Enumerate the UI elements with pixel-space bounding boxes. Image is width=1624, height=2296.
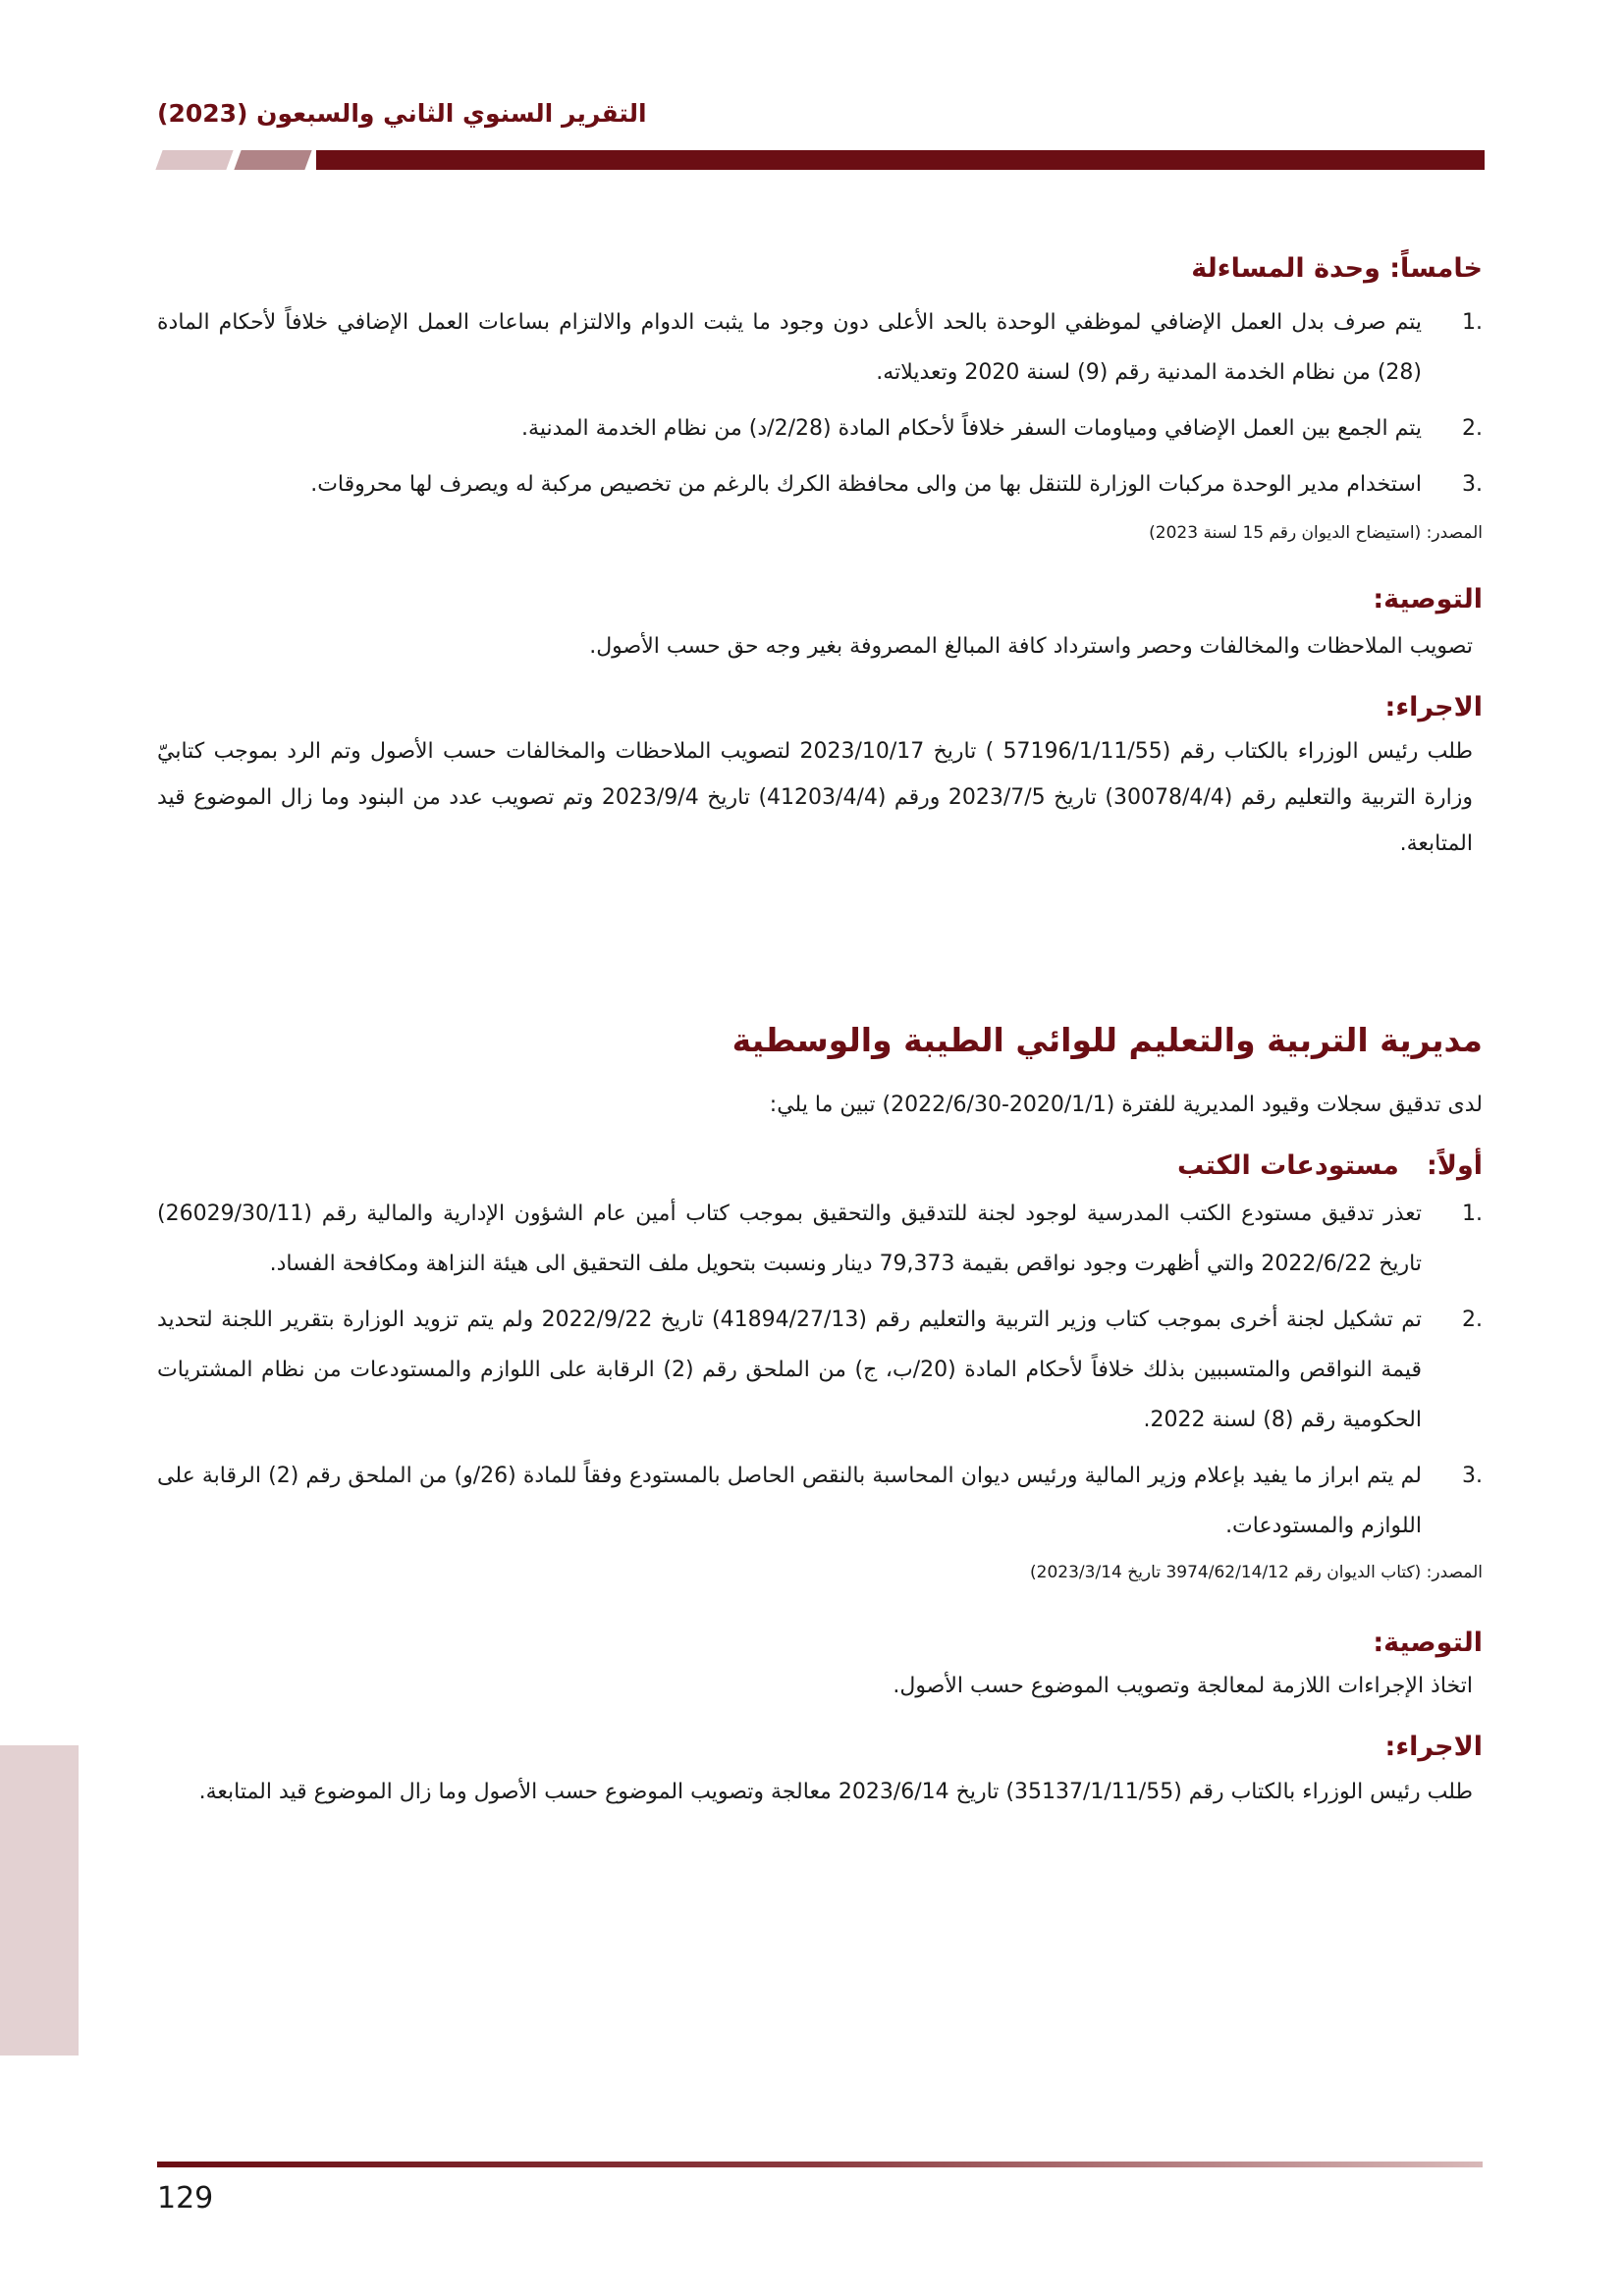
- page-number: 129: [157, 2181, 214, 2216]
- item-text: تم تشكيل لجنة أخرى بموجب كتاب وزير التربية والتعليم رقم (41894/27/13) تاريخ 2022/9/22 ولم يتم تزويد الوزارة بتقرير اللجنة لتحديد قيمة النواقص والمتسببين بذلك خلافاً لأحكام المادة (20/ب، ج) من الملحق رقم (2) الرقابة على اللوازم والمستودعات من نظام المشتريات الحكومية رقم (8) لسنة 2022.: [157, 1308, 1423, 1432]
- recommendation-label: التوصية:: [1373, 1628, 1483, 1658]
- item-text: يتم الجمع بين العمل الإضافي ومياومات السفر خلافاً لأحكام المادة (2/28/د) من نظام الخدمة المدنية.: [521, 416, 1422, 441]
- item-number: .1: [1462, 310, 1483, 335]
- item-number: .2: [1462, 416, 1483, 441]
- recommendation-label: التوصية:: [1373, 584, 1483, 614]
- item-number: .3: [1462, 1464, 1483, 1488]
- header-bar-dark: [316, 150, 1485, 170]
- list-item: [157, 459, 1483, 509]
- directorate-intro: لدى تدقيق سجلات وقيود المديرية للفترة (2020/1/1-2022/6/30) تبين ما يلي:: [769, 1093, 1483, 1117]
- list-item: [157, 1295, 1483, 1445]
- section-heading: خامساً: وحدة المساءلة: [1191, 253, 1483, 284]
- item-number: .3: [1462, 472, 1483, 497]
- report-title: التقرير السنوي الثاني والسبعون (2023): [157, 99, 647, 128]
- findings-list: [157, 1189, 1483, 1551]
- side-tab-marker: [0, 1745, 79, 2056]
- recommendation-text: اتخاذ الإجراءات اللازمة لمعالجة وتصويب الموضوع حسب الأصول.: [893, 1674, 1473, 1698]
- item-text: تعذر تدقيق مستودع الكتب المدرسية لوجود لجنة للتدقيق والتحقيق بموجب كتاب أمين عام الشؤون الإدارية والمالية رقم (26029/30/11) تاريخ 2022/6/22 والتي أظهرت وجود نواقص بقيمة 79,373 دينار ونسبت بتحويل ملف التحقيق الى هيئة النزاهة ومكافحة الفساد.: [157, 1201, 1422, 1276]
- header-bar-light: [155, 150, 233, 170]
- source-note: المصدر: (كتاب الديوان رقم 3974/62/14/12 تاريخ 2023/3/14): [1030, 1563, 1483, 1582]
- list-item: [157, 1189, 1483, 1289]
- action-label: الاجراء:: [1384, 1732, 1483, 1762]
- section-accountability-unit: [157, 253, 1483, 867]
- directorate-heading: مديرية التربية والتعليم للوائي الطيبة والوسطية: [731, 1021, 1483, 1059]
- item-text: لم يتم ابراز ما يفيد بإعلام وزير المالية ورئيس ديوان المحاسبة بالنقص الحاصل بالمستودع وفقاً للمادة (26/و) من الملحق رقم (2) الرقابة على اللوازم والمستودعات.: [157, 1464, 1423, 1538]
- section-directorate: [157, 1021, 1483, 1816]
- footer-divider: [157, 2162, 1483, 2167]
- header-bar-medium: [234, 150, 311, 170]
- subsection-heading: أولاً: مستودعات الكتب: [1177, 1150, 1483, 1181]
- list-item: [157, 1451, 1483, 1551]
- item-number: .2: [1462, 1308, 1483, 1332]
- item-number: .1: [1462, 1201, 1483, 1226]
- list-item: [157, 403, 1483, 454]
- list-item: [157, 297, 1483, 398]
- action-label: الاجراء:: [1384, 692, 1483, 722]
- source-note: المصدر: (استيضاح الديوان رقم 15 لسنة 2023): [1149, 523, 1483, 543]
- action-text: طلب رئيس الوزراء بالكتاب رقم (35137/1/11/55) تاريخ 2023/6/14 معالجة وتصويب الموضوع حسب الأصول وما زال الموضوع قيد المتابعة.: [198, 1780, 1473, 1804]
- item-text: استخدام مدير الوحدة مركبات الوزارة للتنقل بها من والى محافظة الكرك بالرغم من تخصيص مركبة له ويصرف لها محروقات.: [310, 472, 1422, 497]
- recommendation-text: تصويب الملاحظات والمخالفات وحصر واسترداد كافة المبالغ المصروفة بغير وجه حق حسب الأصول.: [589, 634, 1473, 659]
- action-text: طلب رئيس الوزراء بالكتاب رقم (57196/1/11/55 ) تاريخ 2023/10/17 لتصويب الملاحظات والمخالفات حسب الأصول وتم الرد بموجب كتابيّ وزارة التربية والتعليم رقم (30078/4/4) تاريخ 2023/7/5 ورقم (41203/4/4) تاريخ 2023/9/4 وتم تصويب عدد من البنود وما زال الموضوع قيد المتابعة.: [157, 739, 1474, 856]
- item-text: يتم صرف بدل العمل الإضافي لموظفي الوحدة بالحد الأعلى دون وجود ما يثبت الدوام والالتزام بساعات العمل الإضافي خلافاً لأحكام المادة (28) من نظام الخدمة المدنية رقم (9) لسنة 2020 وتعديلاته.: [157, 310, 1422, 385]
- findings-list: [157, 297, 1483, 509]
